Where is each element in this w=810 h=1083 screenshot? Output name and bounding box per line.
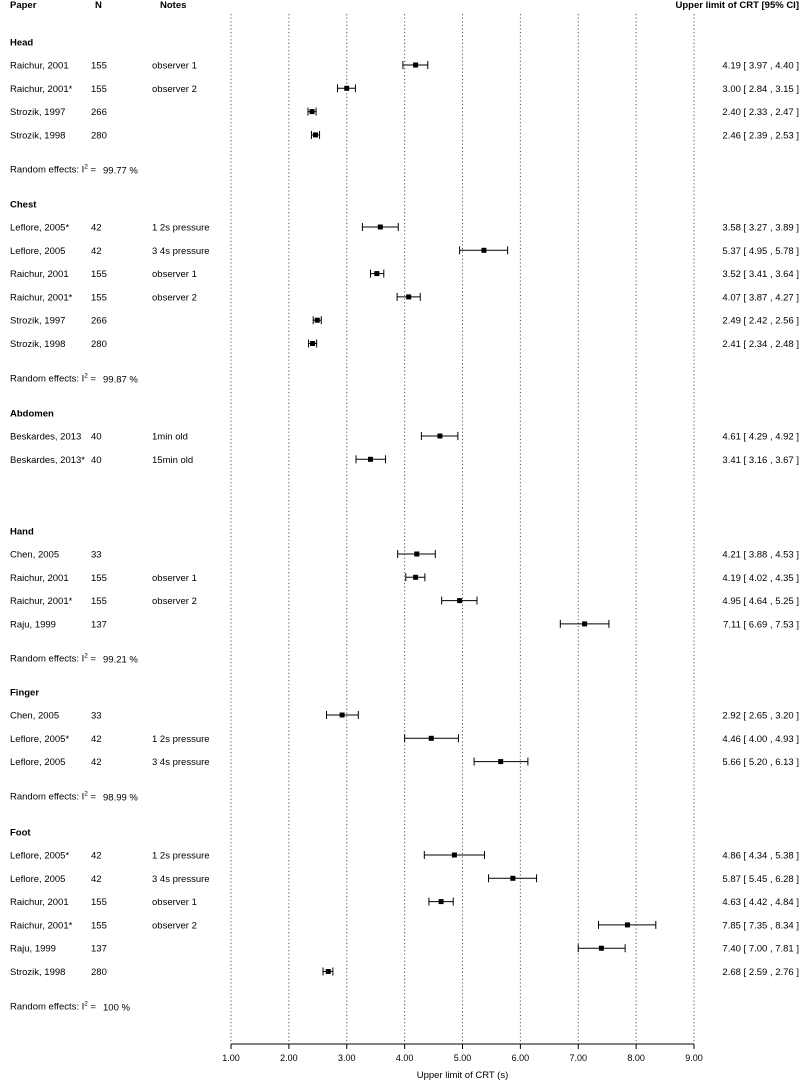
study-ci-label: 7.85 [ 7.35 , 8.34 ] (722, 920, 799, 932)
study-paper: Strozik, 1997 (10, 315, 66, 327)
point-estimate (625, 922, 630, 927)
study-n: 42 (91, 850, 102, 862)
study-paper: Strozik, 1998 (10, 339, 66, 350)
study-n: 33 (91, 710, 102, 722)
point-estimate (599, 946, 604, 951)
x-tick-label: 8.00 (627, 1053, 645, 1063)
column-headers (10, 0, 799, 11)
study-note: observer 2 (152, 292, 197, 304)
random-effects-label: Random effects: $I^2$ = (10, 1000, 97, 1013)
i-squared-value: 98.99 % (103, 792, 138, 804)
group-title: Finger (10, 687, 40, 699)
study-note: observer 1 (152, 897, 197, 909)
study-note: 1 2s pressure (152, 733, 210, 745)
study-note: observer 2 (152, 596, 197, 608)
point-estimate (326, 969, 331, 974)
x-tick-label: 7.00 (569, 1053, 588, 1063)
point-estimate (368, 457, 373, 462)
header-notes: Notes (160, 0, 187, 11)
point-estimate (498, 759, 503, 764)
study-row (10, 61, 799, 72)
i-squared-value: 99.77 % (103, 165, 138, 177)
study-paper: Chen, 2005 (10, 710, 60, 722)
x-axis-title: Upper limit of CRT (s) (416, 1070, 509, 1081)
study-ci-label: 4.46 [ 4.00 , 4.93 ] (722, 733, 799, 745)
point-estimate (315, 318, 320, 323)
study-ci-label: 5.87 [ 5.45 , 6.28 ] (722, 873, 799, 885)
point-estimate (374, 271, 379, 276)
point-estimate (481, 248, 486, 253)
study-n: 155 (91, 897, 107, 909)
study-paper: Raju, 1999 (10, 619, 56, 631)
point-estimate (452, 853, 457, 858)
study-paper: Raichur, 2001 (10, 60, 69, 72)
random-effects-label: Random effects: $I^2$ = (10, 372, 97, 385)
study-n: 137 (91, 619, 107, 631)
study-note: 3 4s pressure (152, 245, 210, 257)
study-n: 155 (91, 596, 107, 608)
header-n: N (95, 0, 102, 11)
point-estimate (582, 621, 587, 626)
random-effects-label: Random effects: $I^2$ = (10, 163, 97, 176)
study-row (10, 432, 799, 443)
x-tick-label: 9.00 (685, 1053, 703, 1063)
random-effects-label: Random effects: $I^2$ = (10, 652, 97, 665)
study-row (10, 851, 799, 862)
study-paper: Raichur, 2001* (10, 596, 73, 608)
study-paper: Beskardes, 2013 (10, 431, 82, 443)
group-title: Head (10, 37, 34, 49)
point-estimate (429, 736, 434, 741)
study-note: observer 2 (152, 83, 197, 95)
study-ci-label: 2.49 [ 2.42 , 2.56 ] (722, 315, 799, 327)
study-note: observer 1 (152, 572, 197, 584)
study-paper: Chen, 2005 (10, 549, 60, 561)
point-estimate (310, 109, 315, 114)
study-row (10, 292, 799, 303)
study-n: 280 (91, 339, 107, 350)
study-n: 40 (91, 431, 102, 443)
study-n: 33 (91, 549, 102, 561)
study-row (10, 339, 799, 350)
study-ci-label: 2.92 [ 2.65 , 3.20 ] (722, 710, 799, 722)
study-row (10, 897, 799, 908)
random-effects-label: Random effects: $I^2$ = (10, 790, 97, 803)
study-paper: Raichur, 2001* (10, 920, 73, 932)
study-note: 1 2s pressure (152, 222, 210, 234)
study-n: 155 (91, 60, 107, 72)
study-row (10, 130, 799, 141)
study-paper: Leflore, 2005* (10, 733, 70, 745)
study-ci-label: 4.95 [ 4.64 , 5.25 ] (722, 596, 799, 608)
header-paper: Paper (10, 0, 37, 11)
i-squared-value: 99.21 % (103, 654, 138, 666)
point-estimate (414, 552, 419, 557)
study-n: 42 (91, 757, 102, 769)
study-paper: Leflore, 2005 (10, 757, 66, 769)
point-estimate (510, 876, 515, 881)
study-ci-label: 4.86 [ 4.34 , 5.38 ] (722, 850, 799, 862)
study-paper: Strozik, 1998 (10, 130, 66, 142)
study-n: 280 (91, 130, 107, 142)
point-estimate (413, 63, 418, 68)
point-estimate (313, 132, 318, 137)
study-paper: Raichur, 2001 (10, 572, 69, 584)
study-ci-label: 3.41 [ 3.16 , 3.67 ] (722, 454, 799, 466)
study-paper: Leflore, 2005 (10, 245, 66, 257)
study-row (10, 84, 799, 95)
study-ci-label: 2.68 [ 2.59 , 2.76 ] (722, 967, 799, 978)
study-ci-label: 3.58 [ 3.27 , 3.89 ] (722, 222, 799, 234)
study-n: 42 (91, 733, 102, 745)
study-n: 42 (91, 873, 102, 885)
study-paper: Leflore, 2005* (10, 222, 70, 234)
gridlines (231, 14, 694, 1042)
study-row (10, 944, 799, 955)
i-squared-value: 100 % (103, 1002, 130, 1014)
group-title: Hand (10, 526, 34, 538)
study-ci-label: 5.66 [ 5.20 , 6.13 ] (722, 757, 799, 769)
study-note: 1min old (152, 431, 188, 443)
x-tick-label: 3.00 (337, 1053, 356, 1063)
study-row (10, 223, 799, 234)
study-note: observer 1 (152, 269, 197, 281)
header-ci: Upper limit of CRT [95% CI] (675, 0, 799, 11)
study-paper: Raichur, 2001* (10, 83, 73, 95)
study-ci-label: 2.41 [ 2.34 , 2.48 ] (722, 339, 799, 350)
study-note: 1 2s pressure (152, 850, 210, 862)
study-paper: Leflore, 2005* (10, 850, 70, 862)
study-n: 155 (91, 292, 107, 304)
study-n: 155 (91, 83, 107, 95)
study-paper: Raichur, 2001 (10, 269, 69, 281)
study-ci-label: 7.40 [ 7.00 , 7.81 ] (722, 943, 799, 955)
study-note: observer 1 (152, 60, 197, 72)
study-ci-label: 4.19 [ 3.97 , 4.40 ] (722, 60, 799, 72)
study-ci-label: 2.40 [ 2.33 , 2.47 ] (722, 107, 799, 119)
x-tick-label: 2.00 (280, 1053, 298, 1063)
study-ci-label: 2.46 [ 2.39 , 2.53 ] (722, 130, 799, 142)
study-n: 155 (91, 572, 107, 584)
study-ci-label: 3.00 [ 2.84 , 3.15 ] (722, 83, 799, 95)
study-ci-label: 4.61 [ 4.29 , 4.92 ] (722, 431, 799, 443)
study-row (10, 573, 799, 584)
study-ci-label: 4.21 [ 3.88 , 4.53 ] (722, 549, 799, 561)
group-title: Foot (10, 827, 31, 839)
study-row (10, 734, 799, 745)
study-n: 155 (91, 920, 107, 932)
study-n: 42 (91, 222, 102, 234)
study-ci-label: 4.07 [ 3.87 , 4.27 ] (722, 292, 799, 304)
study-n: 280 (91, 967, 107, 978)
study-ci-label: 7.11 [ 6.69 , 7.53 ] (723, 619, 799, 631)
point-estimate (413, 575, 418, 580)
point-estimate (457, 598, 462, 603)
study-n: 266 (91, 315, 107, 327)
study-note: observer 2 (152, 920, 197, 932)
group-title: Abdomen (10, 408, 54, 420)
group-foot (10, 828, 799, 1014)
point-estimate (406, 294, 411, 299)
study-n: 266 (91, 107, 107, 119)
study-ci-label: 3.52 [ 3.41 , 3.64 ] (722, 269, 799, 281)
point-estimate (310, 341, 315, 346)
study-note: 15min old (152, 454, 194, 466)
point-estimate (378, 225, 383, 230)
study-n: 155 (91, 269, 107, 281)
study-ci-label: 4.19 [ 4.02 , 4.35 ] (722, 572, 799, 584)
point-estimate (437, 434, 442, 439)
study-paper: Raju, 1999 (10, 943, 56, 955)
study-ci-label: 4.63 [ 4.42 , 4.84 ] (722, 897, 799, 909)
study-row (10, 246, 799, 257)
i-squared-value: 99.87 % (103, 374, 138, 386)
x-axis (222, 1044, 703, 1081)
group-title: Chest (10, 199, 37, 211)
study-note: 3 4s pressure (152, 873, 210, 885)
point-estimate (439, 899, 444, 904)
study-n: 40 (91, 454, 102, 466)
study-note: 3 4s pressure (152, 757, 210, 769)
study-paper: Raichur, 2001 (10, 897, 69, 909)
x-tick-label: 1.00 (222, 1053, 240, 1063)
study-paper: Raichur, 2001* (10, 292, 73, 304)
x-tick-label: 5.00 (453, 1053, 472, 1063)
study-paper: Beskardes, 2013* (10, 454, 85, 466)
x-tick-label: 4.00 (395, 1053, 414, 1063)
point-estimate (340, 713, 345, 718)
point-estimate (344, 86, 349, 91)
study-paper: Leflore, 2005 (10, 873, 66, 885)
study-paper: Strozik, 1998 (10, 967, 66, 978)
study-ci-label: 5.37 [ 4.95 , 5.78 ] (722, 245, 799, 257)
study-paper: Strozik, 1997 (10, 107, 66, 119)
study-row (10, 619, 799, 630)
study-n: 42 (91, 245, 102, 257)
study-n: 137 (91, 943, 107, 955)
x-tick-label: 6.00 (511, 1053, 530, 1063)
